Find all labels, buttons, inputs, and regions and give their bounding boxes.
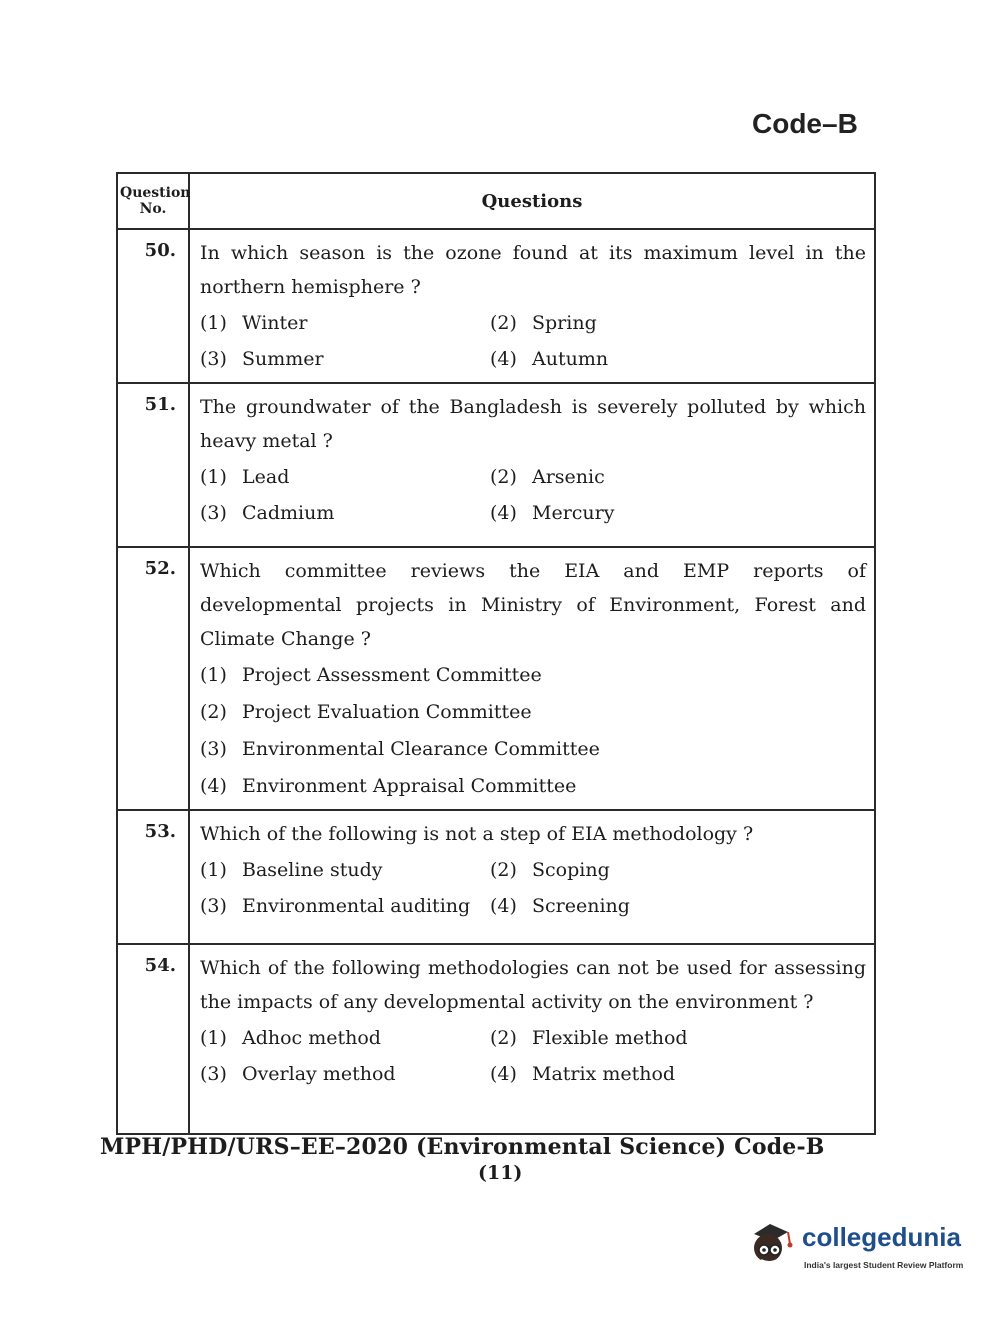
option [490,891,866,921]
option-text: Environmental Clearance Committee [242,738,600,760]
option-number: (4) [200,775,227,797]
options [200,308,866,374]
question-number: 51. [117,383,189,547]
option-text: Project Assessment Committee [242,664,542,686]
options [200,855,866,921]
option-text: Project Evaluation Committee [242,701,532,723]
option [200,344,490,374]
options [200,1023,866,1089]
question-text: Which of the following methodologies can not be used for assessing the impacts of any developmental activity on the environment ? [200,957,866,1013]
questions-table [116,172,876,1135]
option-number: (1) [200,664,227,686]
question-text: Which of the following is not a step of EIA methodology ? [200,823,754,845]
option-text: Arsenic [532,466,605,488]
page-number: (11) [478,1162,523,1184]
option-text: Overlay method [242,1063,396,1085]
question-body [189,229,875,383]
question-number: 52. [117,547,189,810]
option [200,771,866,801]
option [490,462,866,492]
table-header-row [117,173,875,229]
option-number: (4) [490,895,517,917]
question-body [189,383,875,547]
option-text: Adhoc method [242,1027,381,1049]
option-number: (4) [490,348,517,370]
option-text: Environmental auditing [242,895,471,917]
question-no-header: Question No. [117,173,189,229]
option-text: Flexible method [532,1027,688,1049]
option [490,498,866,528]
option-number: (2) [490,312,517,334]
question-row [117,944,875,1134]
paper-footer: MPH/PHD/URS–EE–2020 (Environmental Science) Code-B [100,1134,825,1160]
question-number: 53. [117,810,189,944]
option [490,344,866,374]
option [490,1059,866,1089]
option [200,308,490,338]
option-number: (2) [490,1027,517,1049]
option [200,462,490,492]
option-text: Scoping [532,859,610,881]
option-text: Environment Appraisal Committee [242,775,577,797]
question-row [117,229,875,383]
option-text: Autumn [532,348,609,370]
option-number: (1) [200,312,227,334]
options [200,660,866,801]
option-text: Baseline study [242,859,383,881]
option-text: Cadmium [242,502,335,524]
question-row [117,810,875,944]
option-text: Screening [532,895,630,917]
option [200,734,866,764]
option-number: (1) [200,1027,227,1049]
option [200,1023,490,1053]
question-row [117,383,875,547]
option-text: Summer [242,348,324,370]
option-text: Winter [242,312,308,334]
question-text: The groundwater of the Bangladesh is severely polluted by which heavy metal ? [200,396,866,452]
option-number: (2) [200,701,227,723]
collegedunia-watermark [744,1214,974,1276]
brand-name: collegedunia [802,1222,961,1252]
brand-tagline: India's largest Student Review Platform [804,1260,964,1270]
question-text: Which committee reviews the EIA and EMP reports of developmental projects in Ministry of Environment, Forest and Climate Change ? [200,560,866,650]
option-number: (3) [200,502,227,524]
paper-code: Code–B [752,108,858,139]
option [490,1023,866,1053]
question-text: In which season is the ozone found at its maximum level in the northern hemisphere ? [200,242,866,298]
option [200,660,866,690]
question-number: 50. [117,229,189,383]
question-body [189,810,875,944]
options [200,462,866,528]
option [200,1059,490,1089]
option-text: Spring [532,312,597,334]
option [490,308,866,338]
option-text: Mercury [532,502,615,524]
option-number: (4) [490,1063,517,1085]
question-body [189,547,875,810]
option-number: (4) [490,502,517,524]
option-number: (1) [200,466,227,488]
option [200,891,490,921]
option [490,855,866,885]
student-mascot-icon [744,1216,796,1270]
option-number: (3) [200,348,227,370]
option [200,855,490,885]
option-number: (1) [200,859,227,881]
option [200,697,866,727]
option-number: (3) [200,1063,227,1085]
option-text: Lead [242,466,290,488]
option [200,498,490,528]
question-body [189,944,875,1134]
question-row [117,547,875,810]
option-number: (2) [490,466,517,488]
option-number: (3) [200,738,227,760]
questions-header: Questions [189,173,875,229]
option-number: (3) [200,895,227,917]
option-number: (2) [490,859,517,881]
option-text: Matrix method [532,1063,676,1085]
question-number: 54. [117,944,189,1134]
